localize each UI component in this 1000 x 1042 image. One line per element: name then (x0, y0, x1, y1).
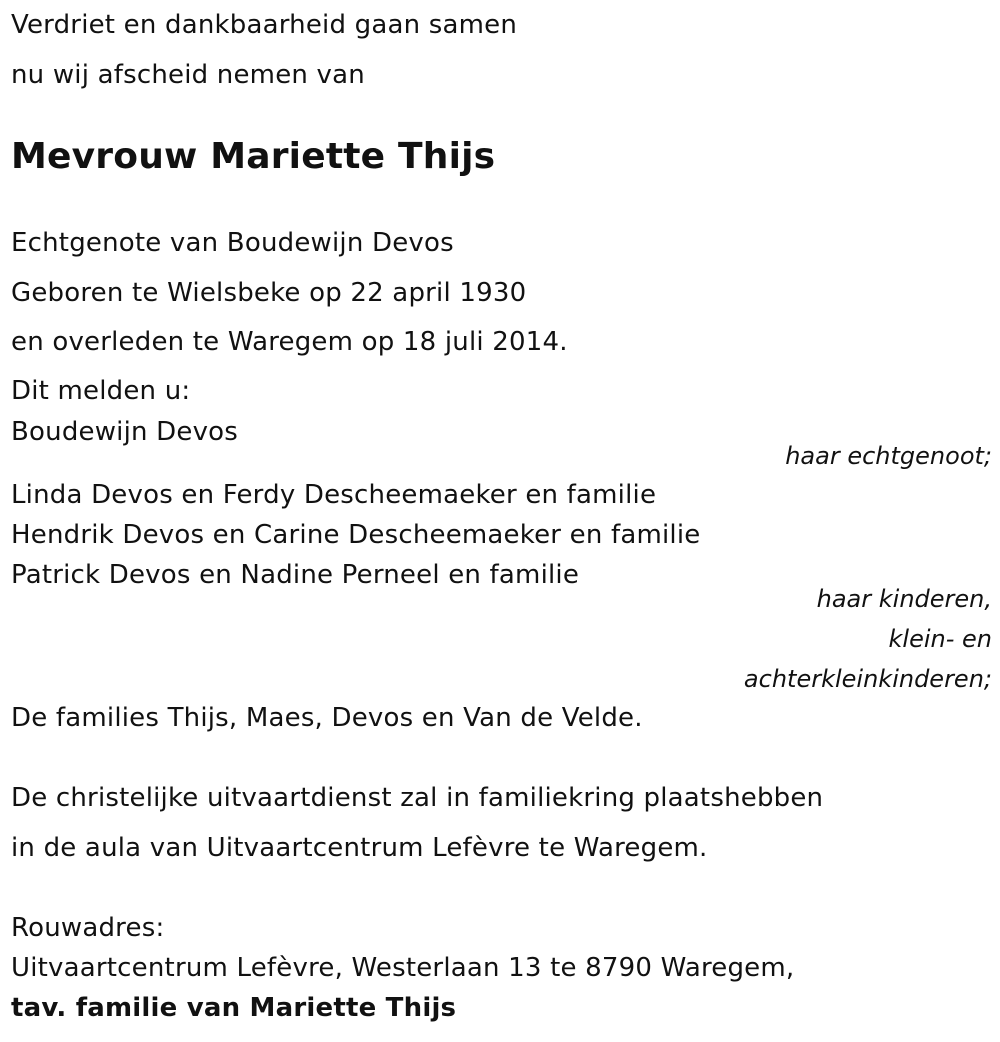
address-line-2: tav. familie van Mariette Thijs (11, 993, 457, 1023)
children-role-3: achterkleinkinderen; (743, 665, 992, 693)
address-line-1: Uitvaartcentrum Lefèvre, Westerlaan 13 te 8790 Waregem, (11, 953, 795, 983)
death-line: en overleden te Waregem op 18 juli 2014. (11, 327, 568, 357)
announcers-intro: Dit melden u: (11, 376, 191, 406)
child-line-3: Patrick Devos en Nadine Perneel en familie (11, 560, 580, 590)
birth-line: Geboren te Wielsbeke op 22 april 1930 (11, 278, 527, 308)
service-line-1: De christelijke uitvaartdienst zal in familiekring plaatshebben (11, 783, 824, 813)
intro-line-2: nu wij afscheid nemen van (11, 60, 365, 90)
deceased-name: Mevrouw Mariette Thijs (11, 136, 496, 177)
children-role-2: klein- en (888, 625, 992, 653)
announcer-spouse-role: haar echtgenoot; (785, 442, 992, 470)
announcer-spouse-name: Boudewijn Devos (11, 417, 239, 447)
families-line: De families Thijs, Maes, Devos en Van de Velde. (11, 703, 643, 733)
child-line-2: Hendrik Devos en Carine Descheemaeker en familie (11, 520, 701, 550)
child-line-1: Linda Devos en Ferdy Descheemaeker en familie (11, 480, 657, 510)
service-line-2: in de aula van Uitvaartcentrum Lefèvre te Waregem. (11, 833, 708, 863)
spouse-line: Echtgenote van Boudewijn Devos (11, 228, 454, 258)
intro-line-1: Verdriet en dankbaarheid gaan samen (11, 10, 518, 40)
children-role-1: haar kinderen, (816, 585, 992, 613)
address-label: Rouwadres: (11, 913, 165, 943)
